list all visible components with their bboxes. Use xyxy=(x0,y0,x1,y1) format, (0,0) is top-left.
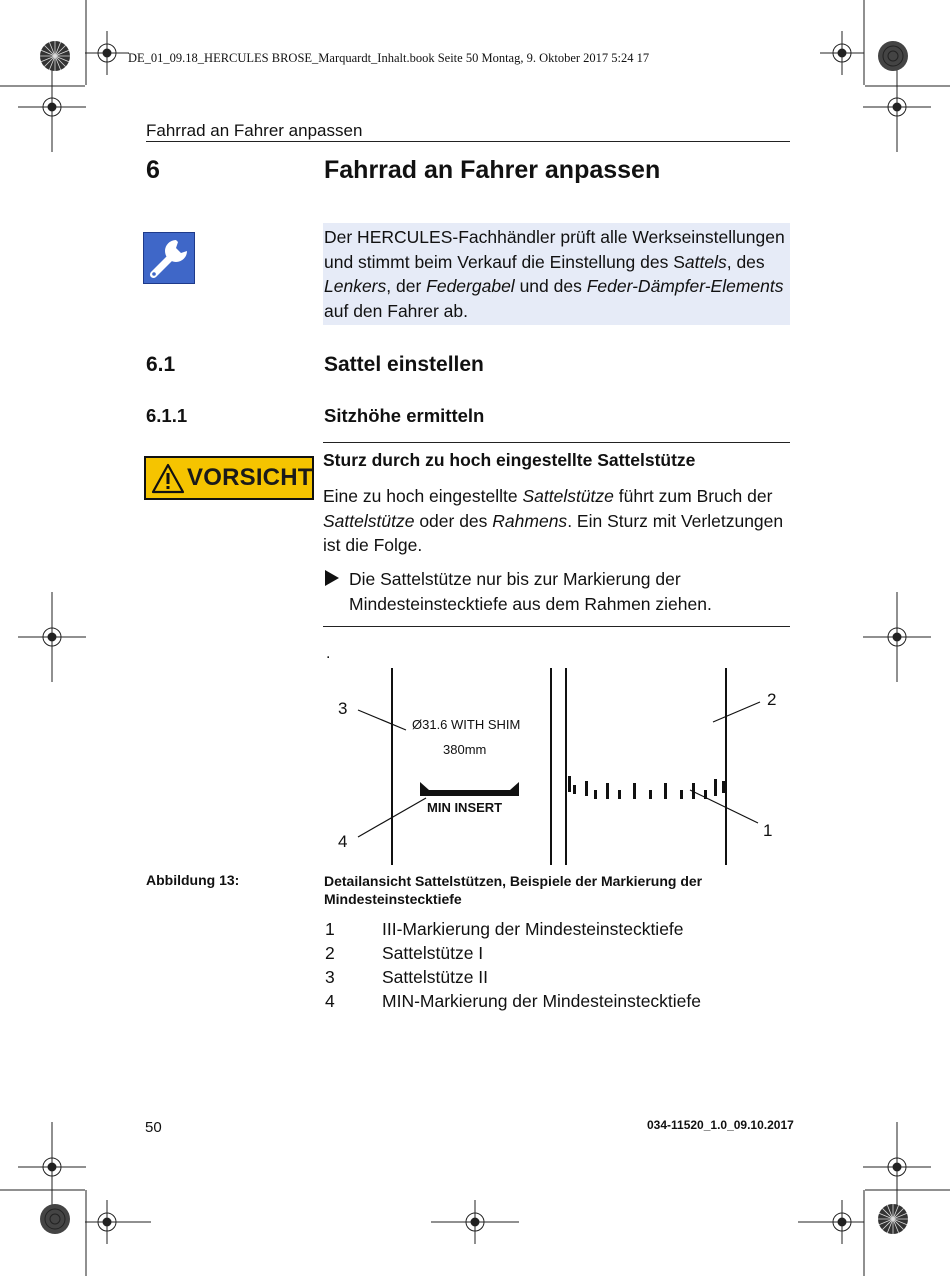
legend-item xyxy=(325,989,701,1013)
legend-text: Sattelstütze II xyxy=(382,967,489,987)
text-run: , der xyxy=(386,276,427,296)
min-insert-label: MIN INSERT xyxy=(427,800,503,815)
crosshair-marks xyxy=(18,31,931,1244)
action-arrow-icon xyxy=(325,570,339,586)
figure-caption-label: Abbildung 13: xyxy=(146,872,240,888)
subsection-number: 6.1 xyxy=(146,353,176,376)
subsubsection-number: 6.1.1 xyxy=(146,405,188,426)
header-rule xyxy=(146,141,790,142)
star-target-marks xyxy=(40,41,908,1234)
warning-label xyxy=(144,456,314,500)
legend-item xyxy=(325,941,701,965)
italic-term: Rahmens xyxy=(492,510,568,531)
text-run: führt zum Bruch der xyxy=(613,486,773,506)
running-title: Fahrrad an Fahrer anpassen xyxy=(146,121,363,140)
text-run: oder des xyxy=(414,510,493,531)
warning-action: Die Sattelstütze nur bis zur Markierung der Mindesteinstecktiefe aus dem Rahmen ziehen. xyxy=(349,569,712,614)
italic-term: Federgabel xyxy=(426,276,515,296)
callout-4: 4 xyxy=(338,832,348,851)
post-text-diameter: Ø31.6 WITH SHIM xyxy=(412,717,521,732)
warning-triangle-icon xyxy=(151,463,185,494)
stray-mark: . xyxy=(326,645,331,662)
wrench-icon xyxy=(143,232,195,284)
print-slug-header: DE_01_09.18_HERCULES BROSE_Marquardt_Inhalt.book Seite 50 Montag, 9. Oktober 2017 5:24 17 xyxy=(128,51,650,65)
text-run: auf den Fahrer ab. xyxy=(324,300,468,321)
italic-term: Lenkers xyxy=(324,276,387,296)
text-run: Eine zu hoch eingestellte xyxy=(323,486,523,506)
text-run: , des xyxy=(726,251,765,272)
italic-term: attels xyxy=(684,251,727,272)
subsection-title: Sattel einstellen xyxy=(324,353,484,376)
legend-item xyxy=(325,917,701,941)
italic-term: Feder-Dämpfer-Elements xyxy=(586,276,784,296)
legend-number: 1 xyxy=(325,919,335,939)
warning-label-text: VORSICHT xyxy=(187,464,313,491)
info-box xyxy=(323,223,790,325)
text-run: und des xyxy=(514,276,587,296)
warning-body xyxy=(323,484,793,558)
legend-text: MIN-Markierung der Mindesteinstecktiefe xyxy=(382,991,702,1011)
figure-legend xyxy=(325,917,701,1013)
legend-number: 2 xyxy=(325,943,335,963)
warning-bottom-rule xyxy=(323,626,790,627)
section-title: Fahrrad an Fahrer anpassen xyxy=(324,156,661,184)
legend-text: III-Markierung der Mindesteinstecktiefe xyxy=(382,919,684,939)
italic-term: Sattelstütze xyxy=(522,486,614,506)
callout-2: 2 xyxy=(767,690,777,709)
callout-3: 3 xyxy=(338,699,348,718)
italic-term: Sattelstütze xyxy=(323,510,415,531)
legend-number: 3 xyxy=(325,967,335,987)
warning-top-rule xyxy=(323,442,790,443)
legend-text: Sattelstütze I xyxy=(382,943,484,963)
text-run: . Ein Sturz mit Verletzungen ist die Folge. xyxy=(323,510,784,555)
figure-caption-text: Detailansicht Sattelstützen, Beispiele der Markierung der Mindesteinstecktiefe xyxy=(324,873,703,907)
page-number: 50 xyxy=(145,1119,162,1136)
document-code: 034-11520_1.0_09.10.2017 xyxy=(647,1118,794,1132)
post-text-length: 380mm xyxy=(443,742,487,757)
text-run: Der HERCULES-Fachhändler prüft alle Werkseinstellungen und stimmt beim Verkauf die Einstellung des S xyxy=(324,227,785,272)
subsubsection-title: Sitzhöhe ermitteln xyxy=(324,405,485,426)
info-text xyxy=(324,227,785,321)
min-insert-bar xyxy=(420,782,519,796)
callout-1: 1 xyxy=(763,821,773,840)
section-number: 6 xyxy=(146,156,160,184)
legend-item xyxy=(325,965,701,989)
legend-number: 4 xyxy=(325,991,335,1011)
warning-title: Sturz durch zu hoch eingestellte Sattelstütze xyxy=(323,450,696,470)
seatpost-figure xyxy=(330,660,790,870)
